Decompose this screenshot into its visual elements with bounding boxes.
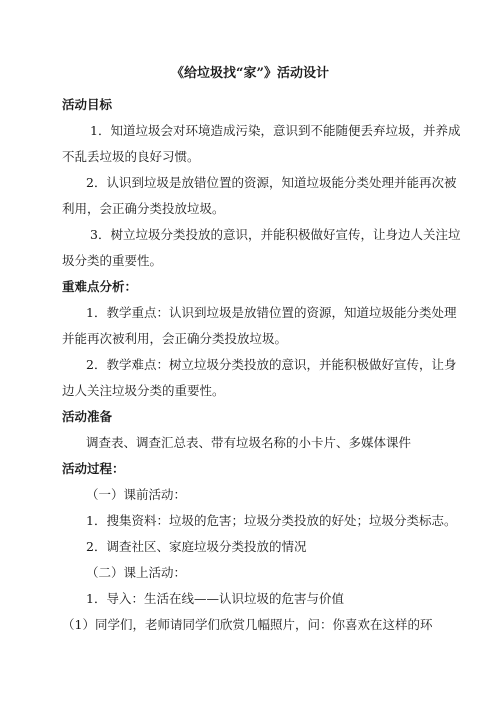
key-point-1-line-2: 并能再次被利用，会正确分类投放垃圾。 [62, 331, 288, 346]
key-point-1-line-1: 1．教学重点：认识到垃圾是放错位置的资源，知道垃圾能分类处理 [86, 305, 457, 320]
document-title: 《给垃圾找“家”》活动设计 [171, 66, 329, 81]
key-point-2-line-1: 2．教学难点：树立垃圾分类投放的意识，并能积极做好宣传，让身 [86, 357, 457, 372]
goal-2-line-2: 利用，会正确分类投放垃圾。 [62, 201, 225, 216]
process-step-1: 1．搜集资料：垃圾的危害；垃圾分类投放的好处；垃圾分类标志。 [86, 513, 457, 528]
goal-2-line-1: 2．认识到垃圾是放错位置的资源，知道垃圾能分类处理并能再次被 [86, 175, 457, 190]
section-heading-process: 活动过程： [62, 461, 125, 476]
process-subheading-1: （一）课前活动： [86, 487, 187, 502]
process-subheading-2: （二）课上活动： [86, 565, 187, 580]
goal-3-line-1: 3．树立垃圾分类投放的意识，并能积极做好宣传，让身边人关注垃 [90, 227, 461, 242]
section-heading-preparation: 活动准备 [62, 409, 113, 424]
process-class-question-1: （1）同学们，老师请同学们欣赏几幅照片，问：你喜欢在这样的环 [62, 617, 433, 632]
goal-3-line-2: 圾分类的重要性。 [62, 253, 163, 268]
key-point-2-line-2: 边人关注垃圾分类的重要性。 [62, 383, 225, 398]
goal-1-line-2: 不乱丢垃圾的良好习惯。 [62, 149, 200, 164]
preparation-text: 调查表、调查汇总表、带有垃圾名称的小卡片、多媒体课件 [86, 435, 412, 450]
process-step-2: 2．调查社区、家庭垃圾分类投放的情况 [86, 539, 307, 554]
process-class-step-1: 1．导入：生活在线——认识垃圾的危害与价值 [86, 591, 344, 606]
section-heading-goals: 活动目标 [62, 97, 113, 112]
goal-1-line-1: 1．知道垃圾会对环境造成污染，意识到不能随便丢弃垃圾，并养成 [90, 123, 461, 138]
section-heading-key-points: 重难点分析： [62, 279, 138, 294]
